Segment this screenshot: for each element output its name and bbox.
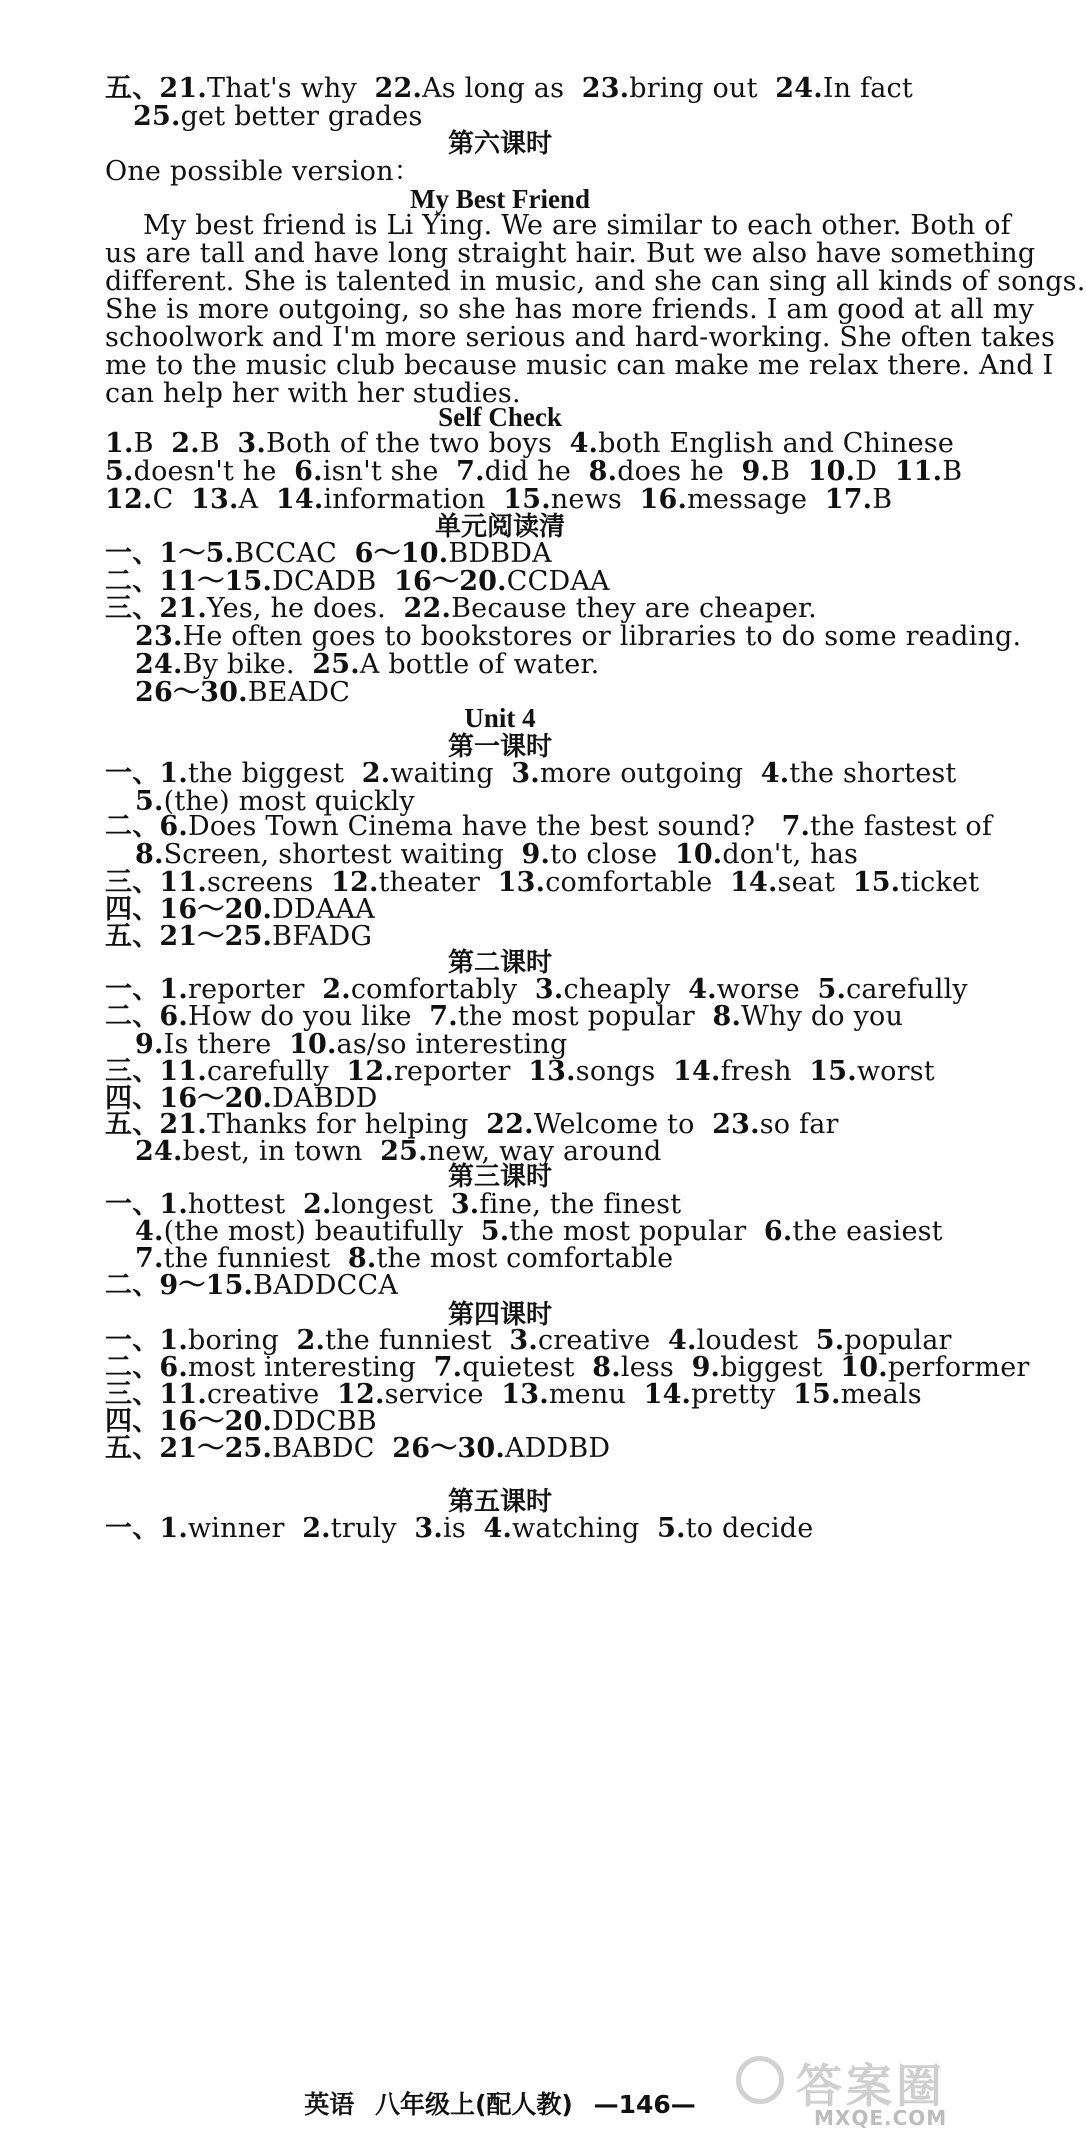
answer-text: Both of the two boys [266, 428, 570, 459]
item-number: 8. [347, 1243, 377, 1274]
item-number: 2. [361, 758, 391, 789]
answer-text: comfortably [350, 974, 535, 1005]
answer-text: B [199, 428, 238, 459]
answer-text: meals [840, 1379, 922, 1410]
item-number: 15. [503, 484, 551, 515]
item-number: 9. [691, 1352, 721, 1383]
answer-text: My best friend is Li Ying. We are similar to each other. Both of [143, 210, 1011, 241]
item-number: 五、21. [105, 1109, 207, 1140]
answer-text: news [550, 484, 640, 515]
answer-text: winner [188, 1513, 303, 1544]
item-number: 9. [741, 456, 771, 487]
item-number: 16～20. [394, 566, 507, 597]
item-number: 四、16～20. [105, 894, 273, 925]
answer-text: C [152, 484, 192, 515]
item-number: 一、1. [105, 1513, 188, 1544]
item-number: 15. [809, 1056, 857, 1087]
item-number: 4. [483, 1513, 513, 1544]
self-check-heading: Self Check [438, 402, 562, 432]
item-number: 25. [133, 101, 181, 132]
answer-text: B [133, 428, 172, 459]
item-number: 4. [569, 428, 599, 459]
answer-text: fine, the finest [479, 1189, 682, 1220]
answer-text: carefully [206, 1056, 347, 1087]
answer-text: CCDAA [506, 566, 610, 597]
item-number: 3. [534, 974, 564, 1005]
page-number: —146— [593, 2090, 696, 2119]
answer-text: longest [331, 1189, 451, 1220]
footer-grade: 八年级上(配人教) [374, 2090, 573, 2119]
lesson-heading-3: 第三课时 [447, 1162, 552, 1192]
item-number: 26～30. [135, 677, 248, 708]
item-number: 24. [775, 73, 823, 104]
item-number: 2. [322, 974, 351, 1005]
answer-text: In fact [822, 73, 913, 104]
answer-text: the funniest [325, 1325, 510, 1356]
answer-text: the biggest [188, 758, 362, 789]
item-number: 15. [793, 1379, 841, 1410]
answer-text: comfortable [545, 867, 730, 898]
item-number: 1. [105, 428, 134, 459]
item-number: 7. [135, 1243, 164, 1274]
answer-text: popular [844, 1325, 952, 1356]
answer-text: DDAAA [272, 894, 375, 925]
lesson-heading-1: 第一课时 [447, 732, 552, 762]
answer-text: carefully [846, 974, 968, 1005]
answer-text: service [384, 1379, 502, 1410]
answer-text: isn't she [322, 456, 457, 487]
answer-text: performer [887, 1352, 1030, 1383]
item-number: 15. [852, 867, 901, 898]
answer-text: less [620, 1352, 692, 1383]
item-number: 2. [296, 1325, 326, 1356]
item-number: 5. [135, 786, 164, 817]
item-number: 9. [521, 839, 551, 870]
answer-text: Screen, shortest waiting [163, 839, 522, 870]
answer-text: Welcome to [533, 1109, 713, 1140]
answer-text: Does Town Cinema have the best sound? [188, 811, 782, 842]
item-number: 22. [486, 1109, 534, 1140]
item-number: 7. [429, 1001, 458, 1032]
item-number: 二、6. [105, 811, 188, 842]
answer-text: Yes, he does. [206, 593, 404, 624]
item-number: 二、6. [105, 1001, 188, 1032]
answer-text: D [855, 456, 895, 487]
answer-text: the most popular [457, 1001, 713, 1032]
answer-text: As long as [422, 73, 582, 104]
item-number: 3. [450, 1189, 480, 1220]
essay-line [105, 377, 521, 411]
answer-text: schoolwork and I'm more serious and hard-working. She often takes [105, 322, 1056, 353]
watermark [736, 2050, 976, 2134]
unit-reading-heading: 单元阅读清 [434, 512, 565, 542]
item-number: 13. [497, 867, 546, 898]
item-number: 5. [480, 1216, 510, 1247]
item-number: 7. [781, 811, 811, 842]
answer-text: information [323, 484, 504, 515]
answer-text: Because they are cheaper. [451, 593, 817, 624]
answer-text: BEADC [247, 677, 351, 708]
item-number: 12. [105, 484, 153, 515]
item-number: 6. [294, 456, 323, 487]
answer-text: us are tall and have long straight hair. But we also have something [105, 238, 1036, 269]
watermark-logo-icon [736, 2056, 784, 2104]
answer-text: the shortest [789, 758, 957, 789]
item-number: 14. [643, 1379, 692, 1410]
answer-text: the funniest [163, 1243, 348, 1274]
answer-text: both English and Chinese [598, 428, 955, 459]
item-number: 3. [237, 428, 266, 459]
item-number: 23. [581, 73, 630, 104]
answer-text: BDBDA [448, 538, 552, 569]
item-number: 8. [592, 1352, 621, 1383]
answer-text: Why do you [741, 1001, 904, 1032]
item-number: 5. [817, 974, 847, 1005]
answer-text: He often goes to bookstores or libraries to do some reading. [182, 621, 1022, 652]
answer-line [105, 1512, 813, 1546]
answer-text: ticket [900, 867, 980, 898]
lesson-heading-6: 第六课时 [447, 129, 552, 159]
answer-text: watching [512, 1513, 658, 1544]
answer-text: DDCBB [272, 1406, 377, 1437]
item-number: 一、1. [105, 974, 188, 1005]
answer-text: as/so interesting [336, 1029, 568, 1060]
item-number: 11. [894, 456, 943, 487]
item-number: 7. [433, 1352, 463, 1383]
item-number: 8. [135, 839, 164, 870]
item-number: 三、11. [105, 1379, 207, 1410]
answer-text: more outgoing [539, 758, 761, 789]
answer-text: reporter [393, 1056, 529, 1087]
item-number: 22. [374, 73, 423, 104]
answer-text: B [942, 456, 963, 487]
item-number: 三、21. [105, 593, 207, 624]
item-number: 三、11. [105, 1056, 207, 1087]
item-number: 14. [729, 867, 778, 898]
item-number: 10. [674, 839, 723, 870]
item-number: 2. [302, 1513, 331, 1544]
answer-text: DABDD [272, 1083, 378, 1114]
answer-text: the easiest [792, 1216, 943, 1247]
answer-text: did he [484, 456, 589, 487]
answer-text: quietest [462, 1352, 593, 1383]
answer-line [105, 1269, 398, 1303]
answer-text: BCCAC [234, 538, 355, 569]
answer-text: truly [330, 1513, 415, 1544]
lesson-heading-5: 第五课时 [447, 1487, 552, 1517]
answer-text: creative [206, 1379, 337, 1410]
item-number: 23. [712, 1109, 760, 1140]
item-number: 5. [105, 456, 134, 487]
answer-text: new, way around [427, 1136, 662, 1167]
item-number: 3. [509, 1325, 538, 1356]
answer-text: best, in town [182, 1136, 381, 1167]
answer-text: message [687, 484, 825, 515]
item-number: 26～30. [392, 1433, 505, 1464]
answer-text: seat [777, 867, 853, 898]
answer-text: (the) most quickly [163, 786, 415, 817]
answer-text: fresh [720, 1056, 810, 1087]
answer-text: to decide [685, 1513, 814, 1544]
item-number: 4. [688, 974, 717, 1005]
answer-text: cheaply [563, 974, 689, 1005]
answer-text: the most comfortable [376, 1243, 674, 1274]
item-number: 五、21. [105, 73, 207, 104]
item-number: 6～10. [354, 538, 449, 569]
lesson-heading-2: 第二课时 [447, 948, 552, 978]
footer-subject: 英语 [304, 2090, 355, 2119]
answer-text: can help her with her studies. [105, 378, 521, 409]
item-number: 7. [456, 456, 485, 487]
item-number: 二、6. [105, 1352, 188, 1383]
item-number: 22. [403, 593, 452, 624]
answer-text: A [238, 484, 276, 515]
item-number: 一、1. [105, 758, 188, 789]
answer-text: bring out [629, 73, 776, 104]
answer-text: hottest [188, 1189, 303, 1220]
item-number: 三、11. [105, 867, 207, 898]
item-number: 24. [135, 1136, 183, 1167]
answer-text: menu [548, 1379, 644, 1410]
item-number: 23. [135, 621, 183, 652]
item-number: 4. [667, 1325, 697, 1356]
answer-text: get better grades [180, 101, 423, 132]
item-number: 13. [191, 484, 239, 515]
answer-text: BADDCCA [253, 1270, 399, 1301]
answer-text: ADDBD [504, 1433, 611, 1464]
item-number: 3. [511, 758, 540, 789]
unit-4-heading: Unit 4 [464, 703, 536, 733]
item-number: 14. [672, 1056, 721, 1087]
answer-text: most interesting [188, 1352, 434, 1383]
answer-text: She is more outgoing, so she has more friends. I am good at all my [105, 294, 1035, 325]
answer-text: me to the music club because music can make me relax there. And I [105, 350, 1054, 381]
answer-line [135, 1135, 661, 1169]
item-number: 16. [639, 484, 688, 515]
item-number: 24. [135, 649, 183, 680]
lesson-heading-4: 第四课时 [447, 1300, 552, 1330]
answer-text: worst [856, 1056, 935, 1087]
item-number: 10. [807, 456, 856, 487]
answer-line [105, 483, 892, 517]
item-number: 四、16～20. [105, 1406, 273, 1437]
item-number: 13. [501, 1379, 549, 1410]
item-number: 13. [528, 1056, 576, 1087]
answer-text: waiting [390, 758, 512, 789]
answer-text: One possible version： [105, 156, 421, 187]
answer-text: A bottle of water. [359, 649, 600, 680]
item-number: 5. [815, 1325, 845, 1356]
item-number: 6. [763, 1216, 793, 1247]
item-number: 10. [288, 1029, 337, 1060]
answer-line [133, 100, 423, 134]
answer-text: does he [617, 456, 742, 487]
item-number: 10. [840, 1352, 888, 1383]
item-number: 2. [303, 1189, 332, 1220]
item-number: 4. [135, 1216, 164, 1247]
item-number: 二、11～15. [105, 566, 273, 597]
item-number: 25. [312, 649, 360, 680]
item-number: 8. [712, 1001, 742, 1032]
item-number: 12. [336, 1379, 385, 1410]
answer-text: to close [550, 839, 675, 870]
answer-text: B [872, 484, 893, 515]
answer-text: the most popular [509, 1216, 764, 1247]
answer-text: boring [188, 1325, 297, 1356]
watermark-url: MXQE.COM [814, 2106, 948, 2130]
item-number: 一、1. [105, 1325, 188, 1356]
answer-text: B [770, 456, 808, 487]
answer-text: so far [759, 1109, 839, 1140]
answer-text: pretty [691, 1379, 794, 1410]
item-number: 五、21～25. [105, 1433, 273, 1464]
item-number: 9. [135, 1029, 164, 1060]
item-number: 5. [657, 1513, 686, 1544]
answer-line [135, 676, 350, 710]
answer-text: By bike. [182, 649, 313, 680]
item-number: 25. [380, 1136, 428, 1167]
answer-line [105, 155, 421, 189]
answer-text: That's why [206, 73, 375, 104]
watermark-text: 答案圈 [796, 2059, 946, 2113]
item-number: 12. [331, 867, 379, 898]
item-number: 一、1. [105, 1189, 188, 1220]
answer-text: is [442, 1513, 484, 1544]
answer-text: creative [537, 1325, 668, 1356]
item-number: 3. [414, 1513, 443, 1544]
answer-line [105, 920, 372, 954]
answer-line [105, 1432, 610, 1466]
item-number: 8. [588, 456, 618, 487]
answer-text: don't, has [722, 839, 859, 870]
answer-text: Thanks for helping [206, 1109, 487, 1140]
essay-title: My Best Friend [410, 184, 590, 214]
answer-text: BABDC [272, 1433, 393, 1464]
item-number: 4. [760, 758, 790, 789]
answer-text: doesn't he [133, 456, 295, 487]
answer-text: reporter [188, 974, 323, 1005]
answer-text: songs [575, 1056, 673, 1087]
item-number: 一、1～5. [105, 538, 235, 569]
item-number: 17. [824, 484, 873, 515]
answer-text: DCADB [272, 566, 395, 597]
answer-text: BFADG [272, 921, 373, 952]
item-number: 二、9～15. [105, 1270, 254, 1301]
answer-text: screens [206, 867, 332, 898]
answer-text: How do you like [188, 1001, 430, 1032]
answer-text: worse [716, 974, 818, 1005]
answer-text: Is there [163, 1029, 289, 1060]
item-number: 14. [275, 484, 324, 515]
answer-text: (the most) beautifully [163, 1216, 481, 1247]
item-number: 五、21～25. [105, 921, 273, 952]
answer-text: loudest [696, 1325, 816, 1356]
item-number: 四、16～20. [105, 1083, 273, 1114]
answer-text: different. She is talented in music, and she can sing all kinds of songs. [105, 266, 1086, 297]
item-number: 12. [346, 1056, 394, 1087]
answer-text: biggest [720, 1352, 841, 1383]
answer-text: the fastest of [810, 811, 993, 842]
answer-text: theater [378, 867, 498, 898]
item-number: 2. [171, 428, 200, 459]
